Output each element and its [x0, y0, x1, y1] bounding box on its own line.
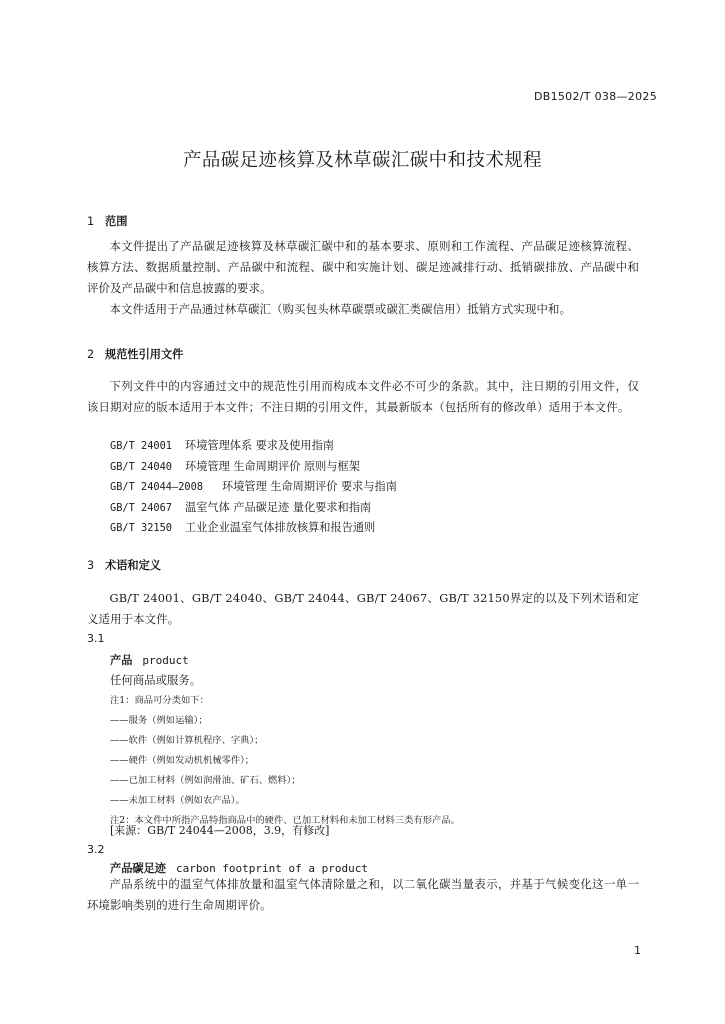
section-number: 1: [87, 215, 95, 228]
clause-number: 3.1: [87, 632, 105, 645]
reference-item: [110, 458, 360, 474]
reference-name: 环境管理 生命周期评价 要求与指南: [222, 480, 397, 493]
reference-item: [110, 478, 397, 494]
note-list-item: ——已加工材料（例如润滑油、矿石、燃料）；: [110, 775, 301, 786]
term-definition: 产品系统中的温室气体排放量和温室气体清除量之和，以二氧化碳当量表示，并基于气候变化这一单一环境影响类别的进行生命周期评价。: [87, 877, 639, 912]
term-definition: 任何商品或服务。: [110, 673, 202, 687]
section-number: 3: [87, 559, 95, 572]
section-number: 2: [87, 348, 95, 361]
scope-paragraph-1: 本文件提出了产品碳足迹核算及林草碳汇碳中和的基本要求、原则和工作流程、产品碳足迹核算流程、核算方法、数据质量控制、产品碳中和流程、碳中和实施计划、碳足迹减排行动、抵销碳排放、产品碳中和评价及产品碳中和信息披露的要求。: [87, 239, 639, 295]
section-3-heading: [87, 557, 161, 573]
term-en: product: [142, 654, 189, 667]
standard-number: DB1502/T 038—2025: [533, 90, 657, 103]
reference-item: [110, 499, 371, 515]
reference-code: GB/T 24044—2008: [110, 481, 203, 493]
reference-item: [110, 437, 334, 453]
term-zh: 产品: [110, 654, 133, 667]
reference-code: GB/T 24067: [110, 502, 172, 514]
term-heading: [110, 652, 189, 668]
section-title: 术语和定义: [105, 559, 161, 572]
reference-name: 环境管理体系 要求及使用指南: [185, 439, 334, 452]
page-number: 1: [634, 944, 641, 957]
reference-name: 工业企业温室气体排放核算和报告通则: [185, 521, 376, 534]
section-2-heading: [87, 346, 183, 362]
clause-number: 3.2: [87, 843, 105, 856]
note-list-item: ——服务（例如运输）；: [110, 715, 208, 726]
section-title: 范围: [105, 215, 128, 228]
note-1-title: 注1：商品可分类如下：: [110, 695, 209, 706]
reference-name: 环境管理 生命周期评价 原则与框架: [185, 460, 360, 473]
reference-code: GB/T 32150: [110, 522, 172, 534]
reference-code: GB/T 24001: [110, 440, 172, 452]
note-2: 注2：本文件中所指产品特指商品中的硬件、已加工材料和未加工材料三类有形产品。: [110, 815, 460, 826]
document-title: 产品碳足迹核算及林草碳汇碳中和技术规程: [182, 150, 543, 171]
normative-intro: 下列文件中的内容通过文中的规范性引用而构成本文件必不可少的条款。其中，注日期的引用文件，仅该日期对应的版本适用于本文件；不注日期的引用文件，其最新版本（包括所有的修改单）适用于本文件。: [87, 379, 639, 414]
section-title: 规范性引用文件: [105, 348, 184, 361]
note-list-item: ——软件（例如计算机程序、字典）；: [110, 735, 264, 746]
reference-item: [110, 519, 375, 535]
term-source: [来源：GB/T 24044—2008，3.9，有修改]: [110, 824, 330, 837]
reference-name: 温室气体 产品碳足迹 量化要求和指南: [185, 501, 372, 514]
scope-paragraph-2: 本文件适用于产品通过林草碳汇（购买包头林草碳票或碳汇类碳信用）抵销方式实现中和。: [109, 302, 572, 316]
note-list-item: ——硬件（例如发动机机械零件）；: [110, 755, 255, 766]
term-en: carbon footprint of a product: [175, 862, 369, 875]
section-1-heading: [87, 213, 127, 229]
note-list-item: ——未加工材料（例如农产品）。: [110, 795, 245, 806]
reference-code: GB/T 24040: [110, 461, 172, 473]
term-zh: 产品碳足迹: [110, 862, 166, 875]
terms-intro: GB/T 24001、GB/T 24040、GB/T 24044、GB/T 24067、GB/T 32150界定的以及下列术语和定义适用于本文件。: [87, 591, 639, 626]
